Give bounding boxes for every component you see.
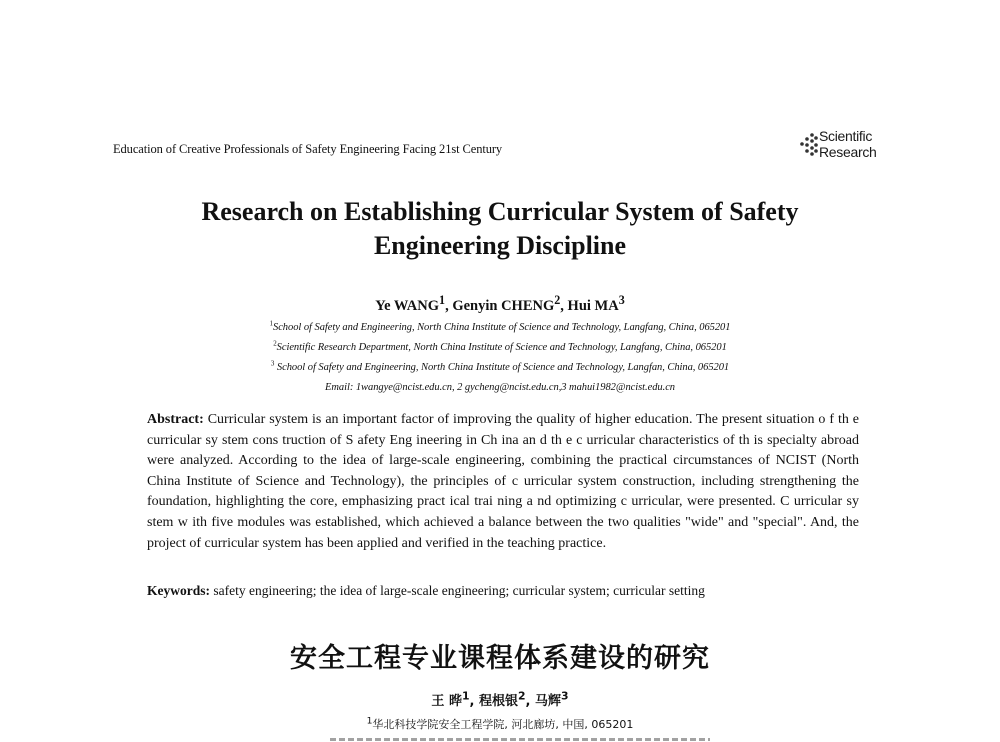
keywords-label: Keywords:	[147, 583, 210, 598]
title-line-2: Engineering Discipline	[373, 231, 627, 260]
author-sup: 3	[561, 689, 569, 703]
author-sup: 1	[439, 293, 446, 308]
author-sup: 3	[618, 293, 625, 308]
series-title: Education of Creative Professionals of Safety Engineering Facing 21st Century	[113, 142, 503, 156]
affiliation-text: School of Safety and Engineering, North China Institute of Science and Technology, Langfang, China, 065201	[273, 322, 731, 333]
affiliation-text: School of Safety and Engineering, North China Institute of Science and Technology, Langfan, China, 065201	[276, 362, 730, 373]
author-name: Hui MA	[567, 298, 619, 314]
chinese-author-name: 王 晔	[431, 694, 462, 709]
chinese-author-name: 程根银	[478, 694, 518, 709]
author-name: Ye WANG	[375, 298, 440, 314]
abstract-text: Curricular system is an important factor of improving the quality of higher education. The present situation o f th e curricular sy stem cons truction of S afety Eng ineering in Ch ina an d th e c urricular characteristics of th is specialty abroad were analyzed. According to the idea of large-scale engineering, combining the practical circumstances of NCIST (North China Institute of Science and Technology), the principles of c urricular system construction, including strengthening the foundation, highlighting the core, emphasizing pract ical trai ning a nd optimizing c urricular, were presented. C urricular sy stem w ith five modules was established, which achieved a balance between the two qualities "wide" and "special". And, the project of curricular system has been applied and verified in the teaching practice.	[147, 412, 859, 551]
abstract-label: Abstract:	[147, 412, 204, 427]
affiliation	[100, 339, 900, 353]
author-sup: 2	[554, 293, 561, 308]
author-sup: 2	[517, 689, 526, 703]
title-line-1: Research on Establishing Curricular System of Safety	[201, 197, 799, 226]
author-list: Ye WANG$^1$, Genyin CHENG$^2$, Hui $MA^3$	[375, 293, 625, 314]
keywords	[147, 583, 859, 599]
publisher-name-line2: Research	[819, 144, 877, 160]
abstract	[147, 410, 859, 554]
affiliation-sup: 2	[273, 339, 277, 348]
email-line: Email: 1wangye@ncist.edu.cn, 2 gycheng@ncist.edu.cn,3 mahui1982@ncist.edu.cn	[324, 382, 676, 393]
cropped-text-line	[330, 736, 710, 742]
chinese-author-name: 马辉	[535, 694, 562, 709]
scirp-dots-icon	[797, 132, 819, 158]
chinese-title: 安全工程专业课程体系建设的研究	[290, 643, 710, 674]
author-sup: 1	[461, 689, 470, 703]
chinese-affiliation	[100, 716, 900, 732]
affiliation	[100, 359, 900, 373]
affiliation-text: 华北科技学院安全工程学院, 河北廊坊, 中国, 065201	[372, 718, 634, 731]
publisher-name-line1: Scientific	[819, 128, 873, 144]
author-name: Genyin CHENG	[452, 298, 555, 314]
chinese-author-list: 王 晔$^1$, 程根银$^2$, 马辉$^3$	[431, 689, 569, 709]
affiliation-sup: 1	[366, 715, 373, 727]
affiliation-sup: 3	[270, 359, 275, 368]
publisher-logo	[797, 128, 907, 164]
affiliation-text: Scientific Research Department, North China Institute of Science and Technology, Langfang, China, 065201	[276, 342, 727, 353]
keywords-text: safety engineering; the idea of large-scale engineering; curricular system; curricular setting	[213, 583, 705, 598]
affiliation-sup: 1	[269, 319, 273, 328]
affiliation	[100, 319, 900, 333]
paper-title	[100, 195, 900, 263]
